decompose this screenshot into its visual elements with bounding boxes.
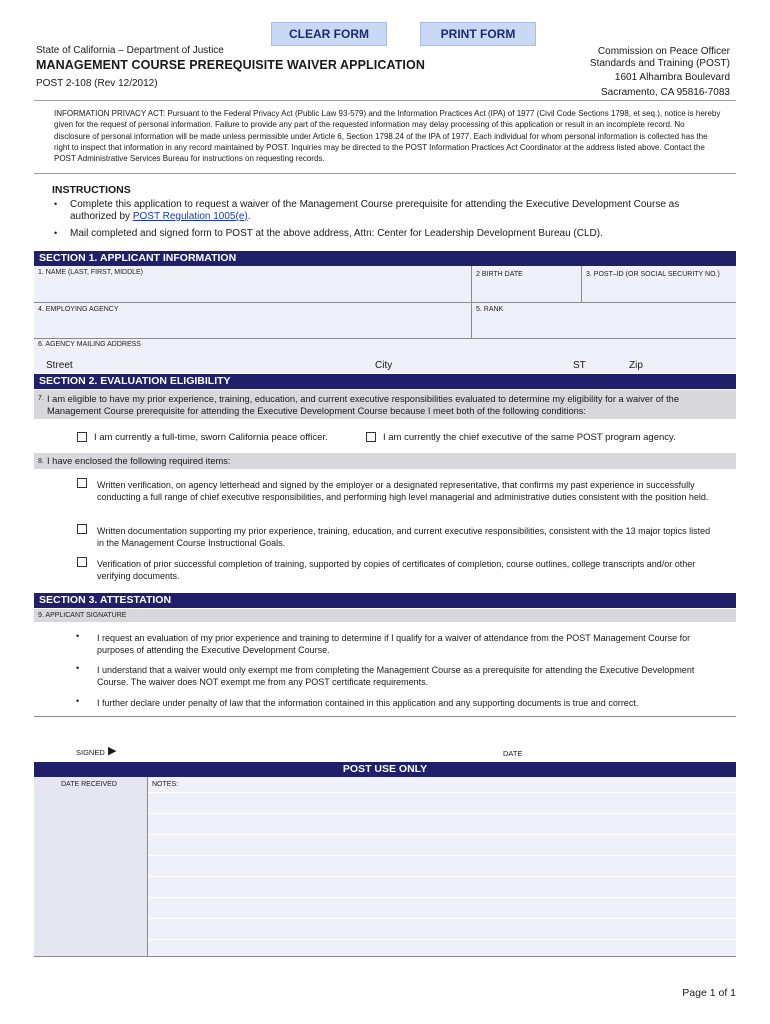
item1-checkbox[interactable]: [77, 478, 87, 488]
bullet-icon: •: [76, 696, 80, 706]
notes-label: NOTES:: [152, 781, 179, 788]
item3-text: Verification of prior successful completion of training, supported by copies of certificates of completion, course outlines, college transcripts and/or other verifying documents.: [97, 559, 696, 581]
page-title: MANAGEMENT COURSE PREREQUISITE WAIVER APPLICATION: [36, 58, 425, 72]
section1-header: SECTION 1. APPLICANT INFORMATION: [34, 251, 736, 266]
signature-label-bar: [34, 609, 736, 622]
signature-area[interactable]: [34, 717, 736, 760]
post-id-label: 3. POST–ID (OR SOCIAL SECURITY NO.): [586, 271, 720, 278]
page-number: Page 1 of 1: [682, 987, 736, 999]
notes-field[interactable]: [148, 777, 736, 956]
agency-name: State of California – Department of Justice: [36, 45, 224, 56]
employing-agency-label: 4. EMPLOYING AGENCY: [38, 306, 119, 313]
signature-label: 9. APPLICANT SIGNATURE: [38, 612, 127, 619]
item2-text: Written documentation supporting my prior experience, training, education, and current executive responsibilities, consistent with the 13 major topics listed in the Management Course Instructional Goals.: [97, 526, 711, 548]
attestation-1: I request an evaluation of my prior experience and training to determine if I qualify for a waiver of attendance from the POST Management Course for purposes of attending the Executive Development Course.: [97, 633, 691, 655]
birth-date-label: 2 BIRTH DATE: [476, 271, 523, 278]
bullet-icon: •: [76, 631, 80, 641]
date-received-label: DATE RECEIVED: [61, 781, 117, 788]
instruction-text: Complete this application to request a waiver of the Management Course prerequisite for attending the Executive Development Course as authorized by: [70, 199, 680, 222]
form-number: POST 2-108 (Rev 12/2012): [36, 78, 158, 89]
section3-header: SECTION 3. ATTESTATION: [34, 593, 736, 608]
bullet-icon: •: [54, 228, 58, 238]
condition2-checkbox[interactable]: [366, 432, 376, 442]
privacy-notice: INFORMATION PRIVACY ACT: Pursuant to the Federal Privacy Act (Public Law 93-579) and the Information Practices Act (IPA) of 1977 (Civil Code Sections 1798, et seq.), notice is hereby given for the request of personal information. Failure to provide any part of the requested information may delay processing of this application or result in an incomplete record. No disclosure of personal information will be made unless permissible under Article 6, Section 1798.24 of the IPA of 1977. Each individual for whom personal information is collected has the right to inspect that information in any record maintained by POST. Inquiries may be directed to the POST Information Practices Act Coordinator at the address listed above. Contact the POST Administrative Services Bureau for instructions on requesting records.: [54, 109, 721, 164]
question7-text: I am eligible to have my prior experience, training, education, and current executive responsibilities evaluated to determine my eligibility for a waiver of the Management Course prerequisite for attending the Executive Development Course because I meet both of the following conditions:: [47, 394, 679, 416]
attestation-2: I understand that a waiver would only exempt me from completing the Management Course as a prerequisite for attending the Executive Development Course. The waiver does NOT exempt me from any POST certificate requirements.: [97, 665, 695, 687]
instruction-punct: .: [247, 211, 251, 222]
address-line2: Sacramento, CA 95816-7083: [601, 87, 730, 98]
clear-form-button[interactable]: CLEAR FORM: [271, 22, 387, 46]
zip-label: Zip: [629, 360, 643, 371]
condition1-label: I am currently a full-time, sworn California peace officer.: [94, 432, 328, 443]
instruction-item-2: Mail completed and signed form to POST at the above address, Attn: Center for Leadership Development Bureau (CLD).: [70, 228, 603, 239]
item2-checkbox[interactable]: [77, 524, 87, 534]
condition2-label: I am currently the chief executive of the same POST program agency.: [383, 432, 676, 443]
commission-line2: Standards and Training (POST): [589, 58, 730, 69]
condition1-checkbox[interactable]: [77, 432, 87, 442]
rank-field[interactable]: [472, 303, 736, 338]
mailing-address-label: 6. AGENCY MAILING ADDRESS: [38, 341, 141, 348]
question7-number: 7.: [38, 395, 44, 402]
name-label: 1. NAME (LAST, FIRST, MIDDLE): [38, 269, 144, 276]
signed-label: SIGNED: [76, 748, 105, 757]
item1-text: Written verification, on agency letterhead and signed by the employer or a designated representative, that confirms my past experience in successfully conducting a full range of chief executive responsibilities, and performing high level managerial and administrative duties consistent with the position held.: [97, 480, 709, 502]
item3-checkbox[interactable]: [77, 557, 87, 567]
rank-label: 5. RANK: [476, 306, 504, 313]
commission-line1: Commission on Peace Officer: [597, 46, 730, 57]
attestation-3: I further declare under penalty of law that the information contained in this application and any supporting documents is true and correct.: [97, 698, 639, 708]
section2-header: SECTION 2. EVALUATION ELIGIBILITY: [34, 374, 736, 389]
city-label: City: [375, 360, 393, 371]
arrow-right-icon: ▶: [108, 745, 117, 757]
post-use-header: POST USE ONLY: [34, 762, 736, 777]
bullet-icon: •: [54, 199, 58, 209]
instructions-heading: INSTRUCTIONS: [52, 184, 131, 196]
instruction-item-1: [70, 199, 710, 223]
bullet-icon: •: [76, 663, 80, 673]
regulation-link[interactable]: POST Regulation 1005(e): [132, 211, 248, 222]
state-label: ST: [573, 360, 586, 371]
print-form-button[interactable]: PRINT FORM: [420, 22, 536, 46]
question8-number: 8.: [38, 458, 44, 465]
street-label: Street: [46, 360, 73, 371]
date-received-field[interactable]: [34, 777, 147, 956]
address-line1: 1601 Alhambra Boulevard: [614, 72, 730, 83]
date-label: DATE: [503, 749, 523, 758]
question8-text: I have enclosed the following required items:: [47, 456, 231, 466]
